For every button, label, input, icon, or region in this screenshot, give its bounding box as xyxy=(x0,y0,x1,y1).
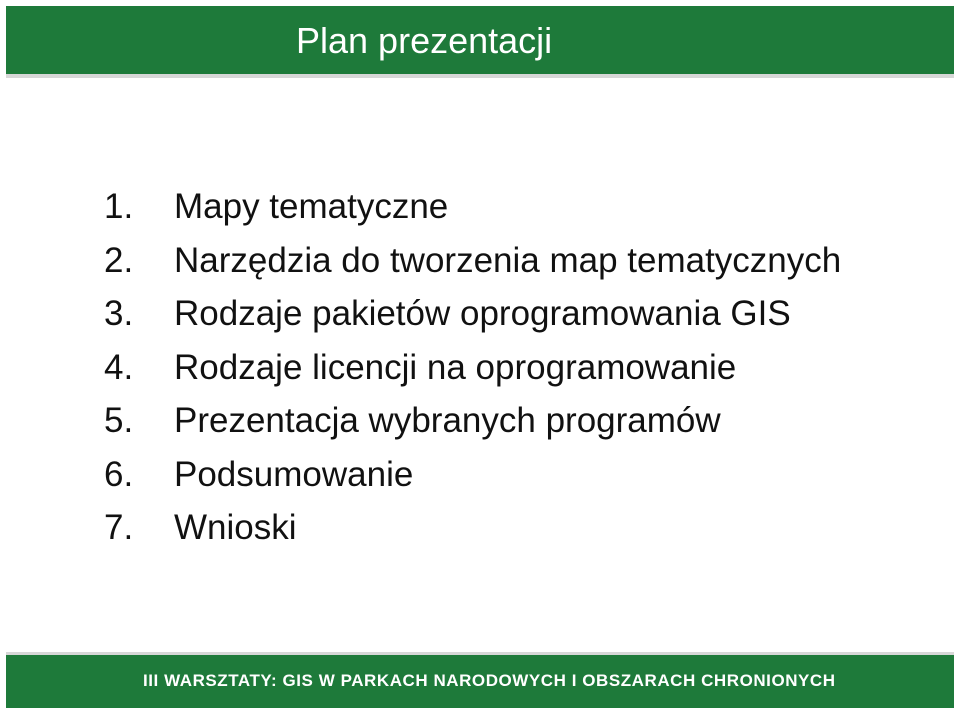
agenda-item-number: 1. xyxy=(104,187,134,226)
agenda-item xyxy=(104,501,841,555)
agenda-list xyxy=(104,180,841,555)
agenda-item xyxy=(104,287,841,341)
agenda-item-text: Narzędzia do tworzenia map tematycznych xyxy=(174,240,842,280)
agenda-item xyxy=(104,234,841,288)
agenda-item-number: 6. xyxy=(104,454,134,494)
footer-title: III WARSZTATY: GIS W PARKACH NARODOWYCH I OBSZARACH CHRONIONYCH xyxy=(143,671,836,690)
agenda-item-number: 2. xyxy=(104,240,134,280)
agenda-item-text: Podsumowanie xyxy=(174,454,414,494)
agenda-item-text: Prezentacja wybranych programów xyxy=(174,401,721,440)
agenda-item xyxy=(104,448,841,502)
agenda-item-number: 5. xyxy=(104,401,134,440)
title-bar xyxy=(6,6,954,78)
slide-title: Plan prezentacji xyxy=(296,20,553,61)
agenda-item-text: Wnioski xyxy=(174,508,297,547)
agenda-item-number: 7. xyxy=(104,508,134,547)
agenda-item-text: Rodzaje pakietów oprogramowania GIS xyxy=(174,294,791,333)
agenda-item xyxy=(104,394,841,448)
agenda-item-text: Mapy tematyczne xyxy=(174,187,449,226)
agenda-item-text: Rodzaje licencji na oprogramowanie xyxy=(174,347,737,387)
agenda-item xyxy=(104,341,841,395)
agenda-item-number: 4. xyxy=(104,347,134,387)
agenda-item-number: 3. xyxy=(104,294,134,333)
agenda-item xyxy=(104,180,841,234)
footer-bar xyxy=(6,652,954,708)
